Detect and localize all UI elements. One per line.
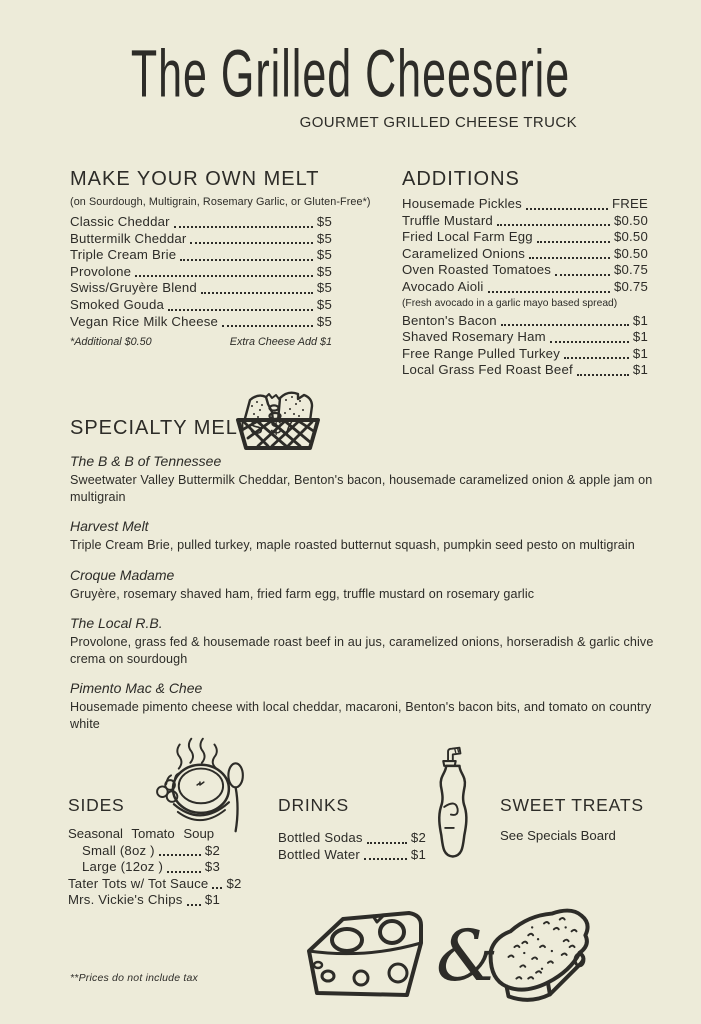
dotted-leader: [367, 842, 407, 844]
item-price: $0.50: [613, 245, 648, 261]
item-price: $5: [316, 263, 332, 279]
section-drinks: [278, 795, 426, 863]
soup-group-label: Seasonal Tomato Soup: [68, 826, 215, 841]
footnote-extra-cheese: Extra Cheese Add $1: [229, 336, 332, 349]
menu-item: [402, 362, 648, 379]
item-name: Buttermilk Cheddar: [70, 230, 187, 246]
item-name: Housemade Pickles: [402, 196, 522, 211]
melt-description: Triple Cream Brie, pulled turkey, maple roasted butternut squash, pumpkin seed pesto on multigrain: [70, 538, 635, 552]
tax-disclaimer: **Prices do not include tax: [70, 972, 198, 984]
menu-item: [68, 843, 220, 860]
item-price: $5: [316, 230, 332, 246]
melt-name: Pimento Mac & Chee: [70, 680, 203, 696]
menu-item: [402, 262, 648, 279]
item-name: Free Range Pulled Turkey: [402, 345, 561, 361]
soda-bottle-icon: [428, 744, 470, 866]
item-price: $1: [632, 312, 648, 328]
ampersand-glyph: &: [436, 915, 499, 997]
item-name: Classic Cheddar: [70, 214, 170, 229]
specialty-melt: [70, 680, 662, 732]
item-price: $0.75: [613, 262, 648, 278]
dotted-leader: [497, 224, 610, 226]
dotted-leader: [135, 275, 313, 277]
dotted-leader: [159, 854, 201, 856]
item-name: Caramelized Onions: [402, 245, 526, 261]
dotted-leader: [529, 257, 610, 259]
item-price: $2: [204, 842, 220, 858]
dotted-leader: [201, 292, 313, 294]
item-name: Small (8oz ): [82, 842, 155, 858]
item-price: $0.75: [613, 278, 648, 294]
menu-item: [402, 229, 648, 246]
item-name: Local Grass Fed Roast Beef: [402, 362, 573, 378]
item-name: Mrs. Vickie's Chips: [68, 892, 183, 908]
item-name: Tater Tots w/ Tot Sauce: [68, 875, 209, 891]
melt-footnotes: [70, 336, 332, 348]
toast-slice-icon: [477, 903, 609, 1003]
item-price: $0.50: [613, 212, 648, 228]
dotted-leader: [212, 887, 222, 889]
section-heading: SPECIALTY MELTS $7: [70, 417, 295, 439]
item-price: $3: [204, 859, 220, 875]
section-make-your-own-melt: [70, 168, 371, 349]
section-heading: SIDES: [68, 795, 125, 815]
dotted-leader: [190, 242, 312, 244]
section-heading: ADDITIONS: [402, 168, 520, 190]
dotted-leader: [488, 291, 610, 293]
dotted-leader: [167, 871, 201, 873]
item-name: Oven Roasted Tomatoes: [402, 262, 552, 278]
item-name: Swiss/Gruyère Blend: [70, 280, 197, 296]
specialty-melt: [70, 518, 662, 554]
dotted-leader: [550, 341, 629, 343]
melt-name: Harvest Melt: [70, 518, 149, 534]
menu-item: [402, 246, 648, 263]
menu-item: [402, 346, 648, 363]
dotted-leader: [537, 241, 610, 243]
dotted-leader: [501, 324, 629, 326]
page-subtitle: GOURMET GRILLED CHEESE TRUCK: [299, 114, 577, 131]
dotted-leader: [364, 858, 407, 860]
menu-item: [402, 213, 648, 230]
dotted-leader: [187, 904, 201, 906]
item-price: $0.50: [613, 229, 648, 245]
menu-item: [402, 329, 648, 346]
menu-item: [278, 830, 426, 847]
menu-item: [278, 847, 426, 864]
item-name: Provolone: [70, 263, 132, 279]
melt-name: The Local R.B.: [70, 615, 163, 631]
item-price: $5: [316, 247, 332, 263]
menu-item: [70, 280, 332, 297]
sweet-treats-note: See Specials Board: [500, 828, 616, 843]
menu-item: [70, 314, 332, 331]
menu-item: [70, 264, 332, 281]
section-specialty-melts: [70, 417, 662, 745]
menu-item: [68, 875, 242, 893]
menu-item: [70, 214, 332, 231]
item-price: $5: [316, 313, 332, 329]
dotted-leader: [564, 357, 629, 359]
item-name: Avocado Aioli: [402, 278, 484, 294]
item-name: Shaved Rosemary Ham: [402, 329, 546, 345]
specialty-melt: [70, 567, 662, 603]
melt-description: Housemade pimento cheese with local cheddar, macaroni, Benton's bacon bits, and tomato on country white: [70, 700, 652, 731]
menu-item: [70, 297, 332, 314]
dotted-leader: [555, 274, 610, 276]
dotted-leader: [526, 208, 608, 210]
bread-options: (on Sourdough, Multigrain, Rosemary Garlic, or Gluten-Free*): [70, 196, 371, 208]
section-sides: [68, 795, 242, 909]
item-name: Bottled Sodas: [278, 830, 363, 845]
item-name: Fried Local Farm Egg: [402, 229, 533, 245]
dotted-leader: [180, 259, 313, 261]
item-name: Vegan Rice Milk Cheese: [70, 313, 219, 329]
item-price: $5: [316, 280, 332, 296]
item-name: Bottled Water: [278, 846, 361, 862]
item-price: $1: [632, 362, 648, 378]
melt-description: Gruyère, rosemary shaved ham, fried farm egg, truffle mustard on rosemary garlic: [70, 586, 535, 601]
menu-item: [402, 196, 648, 213]
item-price: FREE: [612, 196, 648, 211]
item-price: $1: [632, 345, 648, 361]
menu-item: [402, 313, 648, 330]
section-additions: [402, 168, 648, 379]
item-price: $1: [204, 892, 220, 908]
dotted-leader: [222, 325, 313, 327]
dotted-leader: [174, 226, 313, 228]
melt-description: Provolone, grass fed & housemade roast beef in au jus, caramelized onions, horseradish & garlic chive crema on sourdough: [70, 635, 654, 666]
specialty-melt: [70, 453, 662, 505]
item-name: Smoked Gouda: [70, 296, 165, 312]
page-title: The Grilled Cheeserie: [130, 37, 571, 113]
item-price: $1: [410, 846, 426, 862]
item-price: $2: [410, 830, 426, 845]
item-name: Truffle Mustard: [402, 212, 493, 228]
footnote-additional: *Additional $0.50: [70, 336, 152, 349]
item-name: Triple Cream Brie: [70, 247, 177, 263]
dotted-leader: [168, 309, 313, 311]
dotted-leader: [577, 374, 629, 376]
section-heading: MAKE YOUR OWN MELT: [70, 168, 320, 190]
item-name: Benton's Bacon: [402, 312, 497, 328]
item-price: $5: [316, 296, 332, 312]
section-heading: SWEET TREATS: [500, 795, 644, 815]
avocado-aioli-note: (Fresh avocado in a garlic mayo based spread): [402, 297, 618, 309]
item-price: $5: [316, 214, 332, 229]
item-price: $1: [632, 329, 648, 345]
menu-item: [402, 279, 648, 296]
section-heading: DRINKS: [278, 795, 349, 815]
menu-item: [68, 859, 220, 876]
melt-description: Sweetwater Valley Buttermilk Cheddar, Benton's bacon, housemade caramelized onion & apple jam on multigrain: [70, 473, 653, 504]
section-sweet-treats: [500, 795, 670, 843]
cheese-wedge-icon: [303, 903, 437, 1003]
item-price: $2: [226, 875, 242, 891]
specialty-melt: [70, 615, 662, 667]
melt-name: Croque Madame: [70, 566, 175, 583]
melt-name: The B & B of Tennessee: [70, 453, 222, 469]
menu-item: [70, 247, 332, 264]
menu-item: [70, 231, 332, 248]
item-name: Large (12oz ): [82, 859, 164, 875]
menu-item: [68, 892, 220, 909]
